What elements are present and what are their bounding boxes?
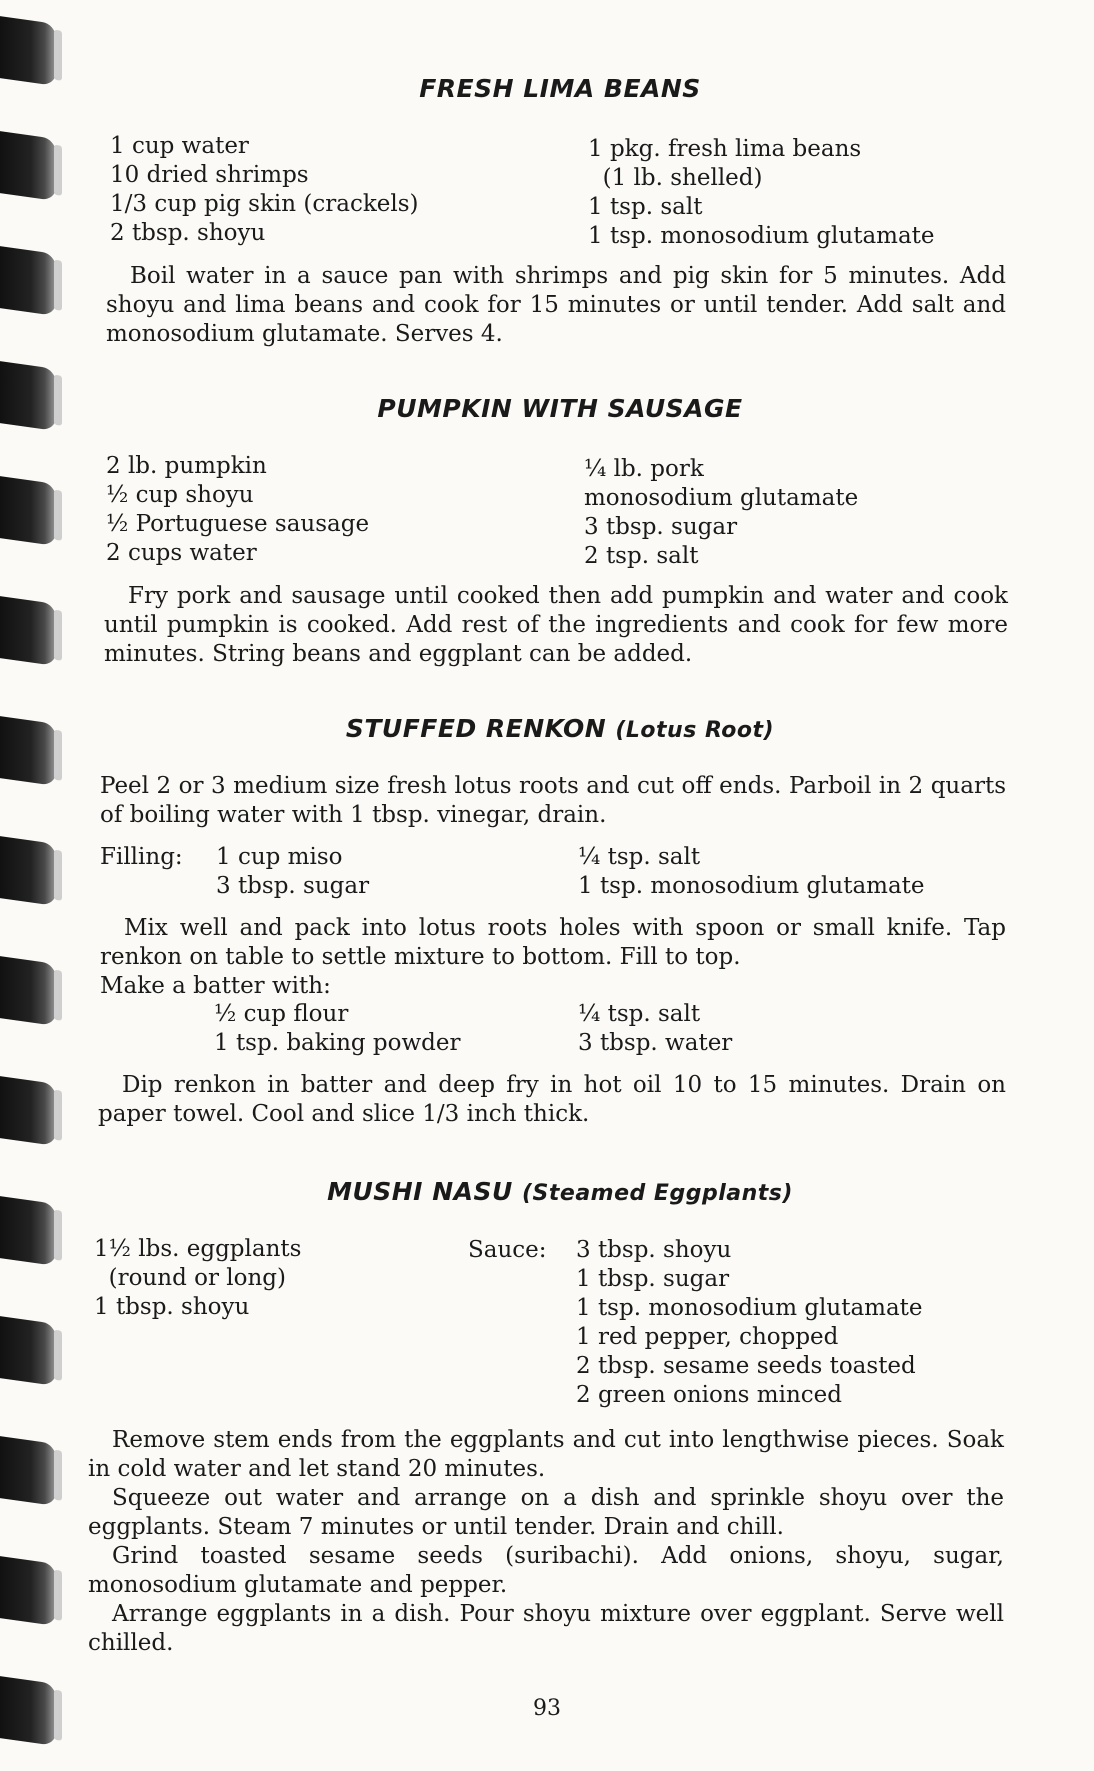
batter-list-right: ¼ tsp. salt 3 tbsp. water (578, 1001, 733, 1056)
filling-label: Filling: (100, 844, 183, 870)
recipe-title: MUSHI NASU (Steamed Eggplants) (327, 1177, 793, 1206)
page-number: 93 (533, 1696, 561, 1721)
recipe-intro: Peel 2 or 3 medium size fresh lotus roots and cut off ends. Parboil in 2 quarts of boiling water with 1 tbsp. vinegar, drain. (100, 773, 1006, 828)
ingredient-list-right: 1 pkg. fresh lima beans (1 lb. shelled) 1 tsp. salt 1 tsp. monosodium glutamate (588, 136, 935, 249)
recipe-mix-step: Mix well and pack into lotus roots holes with spoon or small knife. Tap renkon on table to settle mixture to bottom. Fill to top. (100, 915, 1006, 970)
ingredient-list-left: 2 lb. pumpkin ½ cup shoyu ½ Portuguese sausage 2 cups water (106, 453, 370, 566)
sauce-label: Sauce: (468, 1237, 547, 1263)
ingredient-list-left: 1 cup water 10 dried shrimps 1/3 cup pig skin (crackels) 2 tbsp. shoyu (110, 133, 419, 246)
recipe-title: PUMPKIN WITH SAUSAGE (377, 394, 743, 423)
recipe-directions: Dip renkon in batter and deep fry in hot oil 10 to 15 minutes. Drain on paper towel. Cool and slice 1/3 inch thick. (98, 1072, 1006, 1127)
ingredient-list-right: ¼ lb. pork monosodium glutamate 3 tbsp. sugar 2 tsp. salt (584, 456, 859, 569)
batter-label: Make a batter with: (100, 973, 331, 999)
recipe-directions: Boil water in a sauce pan with shrimps and pig skin for 5 minutes. Add shoyu and lima beans and cook for 15 minutes or until tender. Add salt and monosodium glutamate. Serves 4. (106, 263, 1006, 347)
recipe-title: FRESH LIMA BEANS (419, 74, 701, 103)
sauce-list: 3 tbsp. shoyu 1 tbsp. sugar 1 tsp. monosodium glutamate 1 red pepper, chopped 2 tbsp. sesame seeds toasted 2 green onions minced (576, 1237, 923, 1408)
recipe-title: STUFFED RENKON (Lotus Root) (345, 714, 775, 743)
filling-list-right: ¼ tsp. salt 1 tsp. monosodium glutamate (578, 844, 925, 899)
recipe-directions: Remove stem ends from the eggplants and cut into lengthwise pieces. Soak in cold water and let stand 20 minutes. Squeeze out water and arrange on a dish and sprinkle shoyu over the eggplants. Steam 7 minutes or until tender. Drain and chill. Grind toasted sesame seeds (suribachi). Add onions, shoyu, sugar, monosodium glutamate and pepper. Arrange eggplants in a dish. Pour shoyu mixture over eggplant. Serve well chilled. (88, 1427, 1004, 1656)
filling-list-left: 1 cup miso 3 tbsp. sugar (216, 844, 370, 899)
batter-list-left: ½ cup flour 1 tsp. baking powder (214, 1001, 461, 1056)
recipe-directions: Fry pork and sausage until cooked then add pumpkin and water and cook until pumpkin is cooked. Add rest of the ingredients and cook for few more minutes. String beans and eggplant can be added. (104, 583, 1008, 667)
ingredient-list-left: 1½ lbs. eggplants (round or long) 1 tbsp. shoyu (94, 1236, 302, 1320)
